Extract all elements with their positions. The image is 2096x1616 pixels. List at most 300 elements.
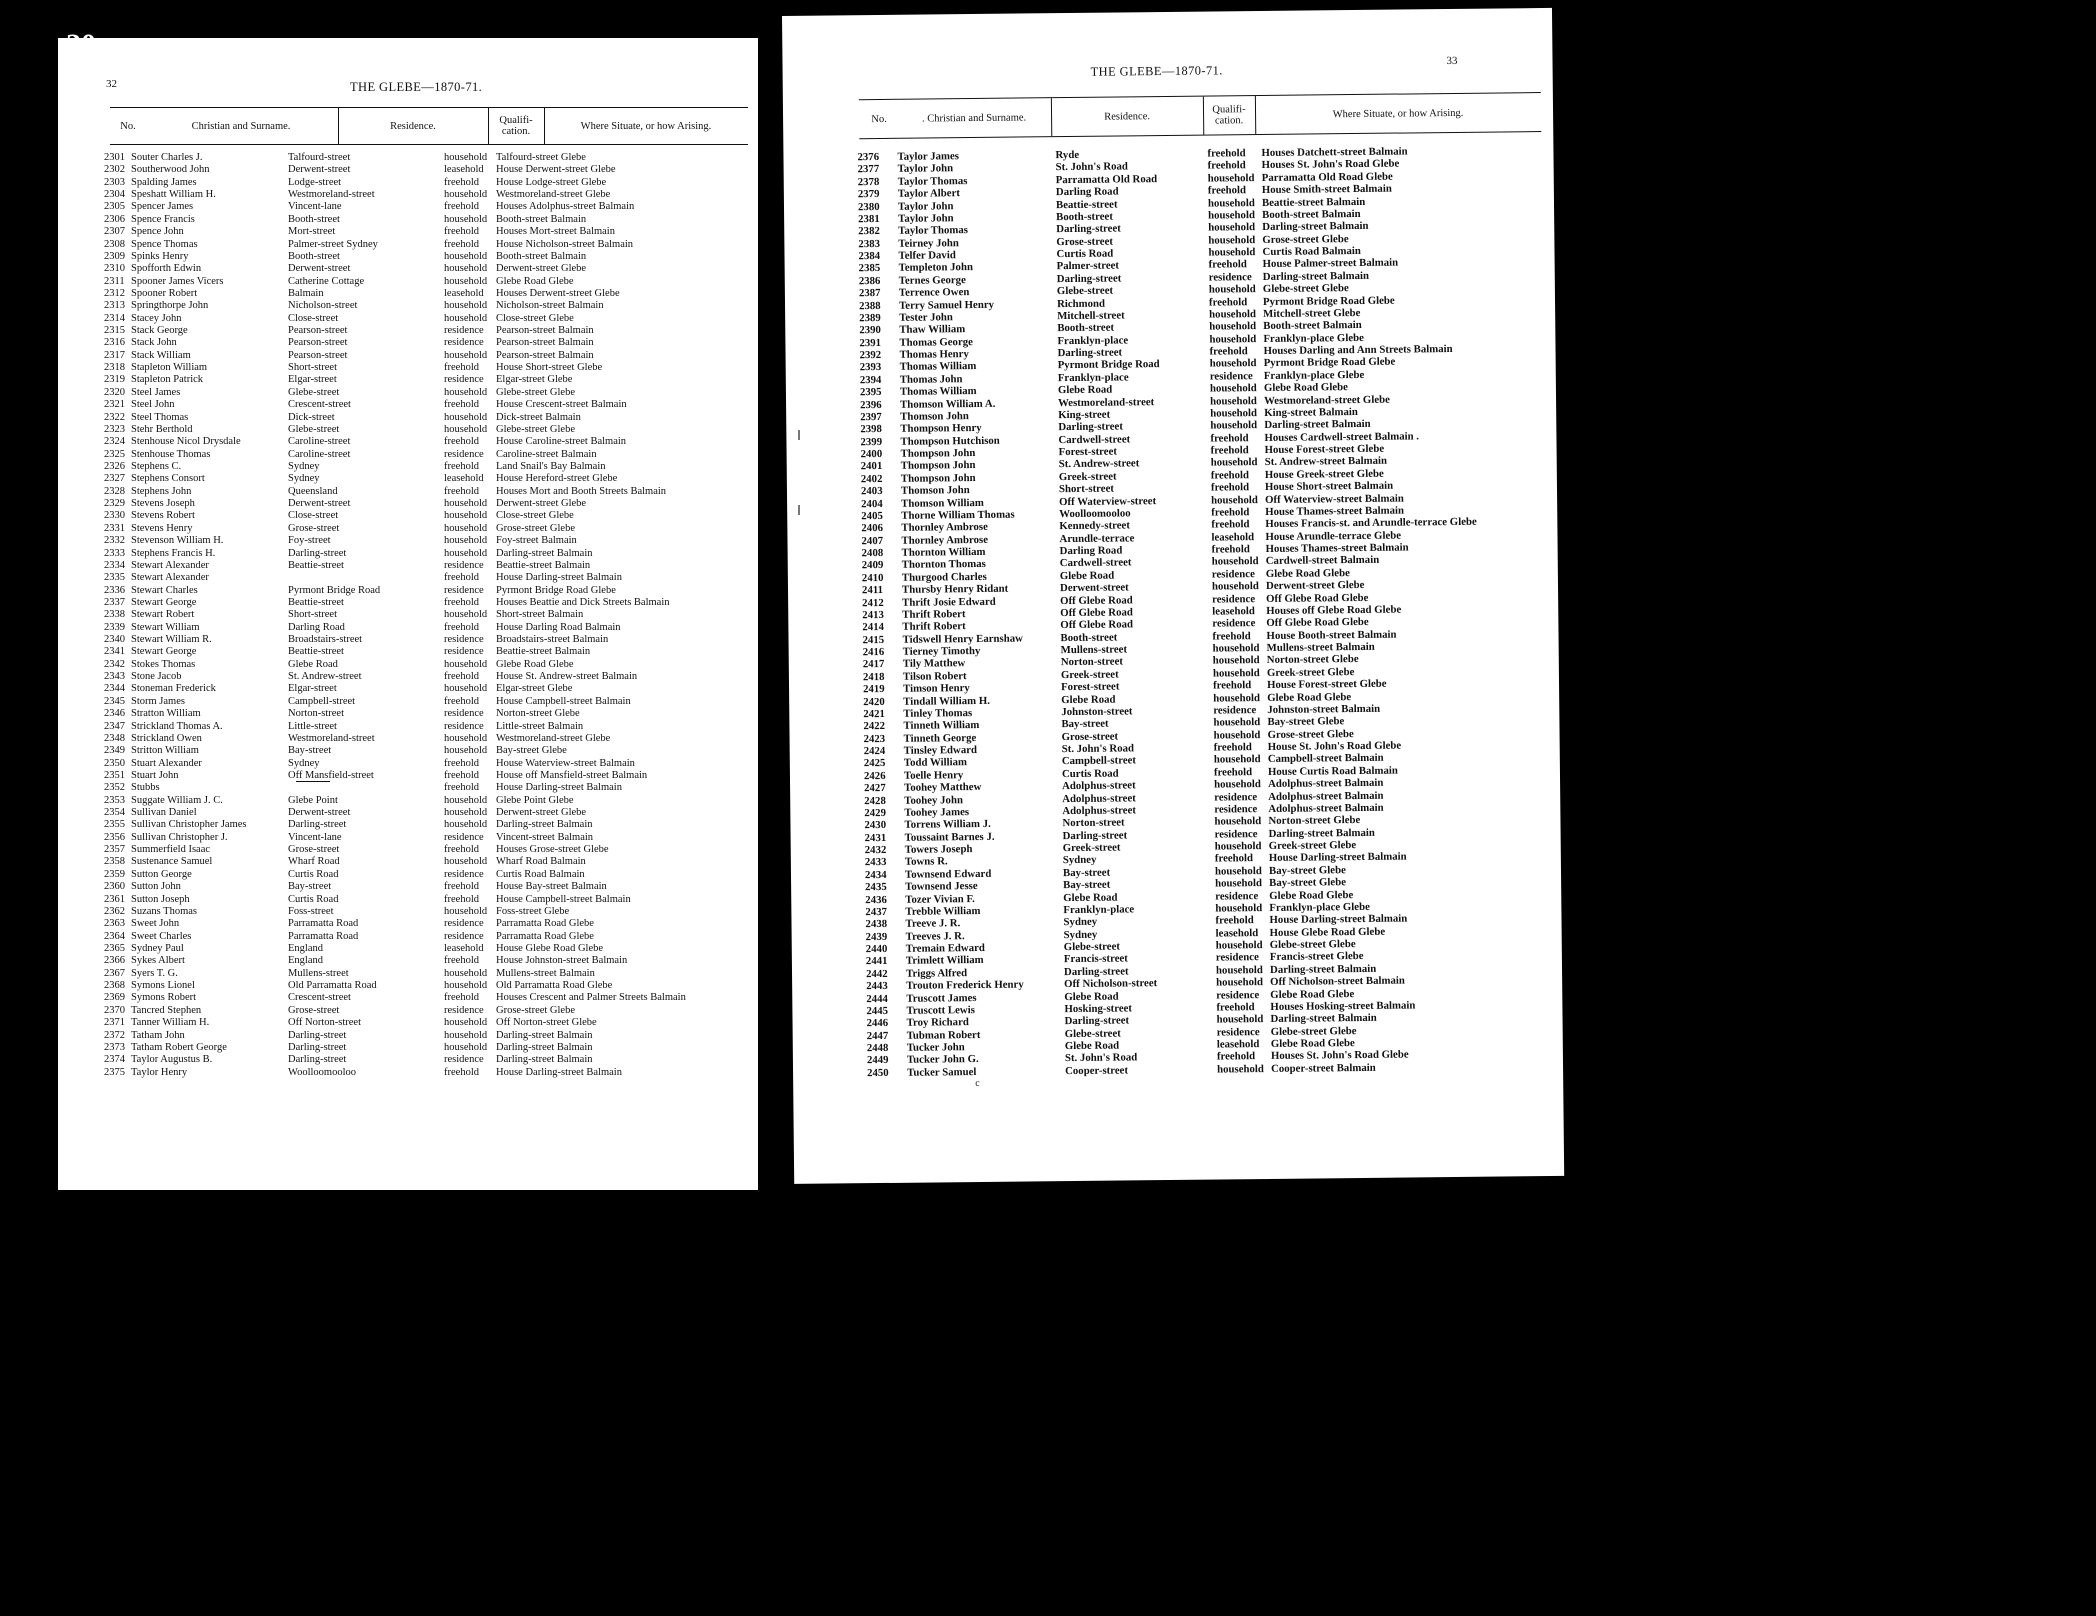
entry-name: Stratton William (131, 708, 201, 720)
entry-residence: Bay-street (288, 881, 332, 893)
entry-number: 2331 (104, 522, 125, 534)
entry-number: 2306 (104, 213, 125, 225)
entry-number: 2435 (865, 881, 887, 894)
entry-name: Townsend Edward (904, 867, 992, 881)
entry-where-situate: Elgar-street Glebe (496, 683, 573, 695)
entry-qualification: household (1215, 939, 1263, 952)
entry-residence: Glebe Road (1059, 569, 1115, 582)
entry-number: 2311 (104, 275, 125, 287)
list-item (104, 894, 754, 906)
entry-number: 2439 (865, 930, 888, 943)
entry-where-situate: Parramatta Old Road Glebe (1261, 170, 1393, 184)
entry-where-situate: Pyrmont Bridge Road Glebe (496, 584, 616, 596)
entry-where-situate: Grose-street Glebe (496, 1004, 576, 1016)
entry-where-situate: House Forest-street Glebe (1266, 677, 1387, 692)
entry-qualification: household (444, 498, 488, 510)
list-item (104, 189, 754, 201)
list-item (104, 683, 754, 695)
entry-number: 2383 (858, 237, 881, 250)
entry-name: Stewart Charles (131, 584, 198, 596)
entry-where-situate: House Palmer-street Balmain (1262, 256, 1399, 271)
entry-name: Stewart William R. (131, 634, 212, 646)
list-item (104, 646, 754, 658)
list-item (104, 177, 754, 189)
entry-residence: Hosking-street (1064, 1002, 1133, 1015)
entry-residence: Grose-street (1061, 730, 1119, 743)
entry-name: Stokes Thomas (131, 658, 196, 670)
header-residence: Residence. (1104, 110, 1151, 123)
entry-qualification: freehold (1215, 914, 1254, 927)
entry-qualification: household (1213, 716, 1261, 729)
entry-residence: Caroline-street (288, 448, 351, 460)
entry-where-situate: Houses Grose-street Glebe (496, 844, 609, 856)
entry-name: Troy Richard (906, 1016, 969, 1030)
page-title: THE GLEBE—1870-71. (1090, 63, 1223, 79)
entry-where-situate: Elgar-street Glebe (496, 374, 573, 386)
list-item (104, 733, 754, 745)
entry-number: 2445 (866, 1004, 889, 1018)
entry-name: Tinneth William (903, 719, 980, 733)
entry-qualification: household (1208, 233, 1256, 247)
right-page (782, 8, 1564, 1184)
entry-number: 2334 (104, 559, 125, 571)
entry-number: 2303 (104, 176, 125, 188)
entry-qualification: leasehold (444, 287, 484, 299)
entry-residence: Johnston-street (1061, 705, 1133, 718)
entry-qualification: household (1213, 728, 1261, 742)
entry-name: Tilson Robert (902, 669, 967, 683)
entry-where-situate: Derwent-street Glebe (1265, 579, 1365, 593)
entry-residence: Darling Road (1059, 544, 1123, 558)
entry-name: Strickland Thomas A. (131, 720, 223, 732)
entry-qualification: freehold (444, 399, 479, 411)
entry-number: 2346 (104, 708, 125, 720)
entry-residence: Pearson-street (288, 337, 348, 349)
list-item (104, 609, 754, 621)
entry-name: Sullivan Christopher J. (131, 831, 228, 843)
entry-name: Trebble William (905, 904, 981, 918)
entry-number: 2371 (104, 1017, 125, 1029)
entry-number: 2381 (858, 212, 880, 226)
list-item (104, 337, 754, 349)
entry-name: Tucker John (906, 1041, 965, 1054)
list-item (104, 955, 754, 967)
entry-name: Treeves J. R. (905, 929, 965, 943)
list-item (104, 226, 754, 238)
entry-residence: Westmoreland-street (288, 189, 375, 201)
entry-number: 2313 (104, 300, 125, 312)
entry-where-situate: House Campbell-street Balmain (496, 893, 631, 905)
entry-where-situate: House Campbell-street Balmain (496, 695, 631, 707)
entry-number: 2315 (104, 325, 125, 337)
entry-qualification: household (444, 683, 488, 695)
entry-residence: Greek-street (1062, 841, 1121, 855)
entry-name: Tidswell Henry Earnshaw (902, 632, 1023, 646)
entry-number: 2410 (861, 571, 884, 584)
entry-name: Sutton George (131, 868, 192, 880)
entry-residence: King-street (1058, 408, 1111, 422)
entry-number: 2378 (857, 175, 880, 188)
list-item (104, 992, 754, 1004)
entry-name: Sykes Albert (131, 955, 185, 967)
entry-name: Stephens C. (131, 460, 182, 472)
entry-qualification: household (1216, 1062, 1264, 1076)
entry-qualification: freehold (444, 596, 479, 608)
entry-where-situate: House Johnston-street Balmain (496, 955, 628, 967)
entry-where-situate: Adolphus-street Balmain (1268, 801, 1384, 815)
list-item (104, 943, 754, 955)
entry-where-situate: Bay-street Glebe (496, 745, 567, 757)
entry-number: 2305 (104, 201, 125, 213)
entry-qualification: household (1212, 666, 1260, 680)
entry-number: 2409 (861, 559, 884, 572)
entry-qualification: household (444, 312, 488, 324)
entry-where-situate: House Booth-street Balmain (1266, 628, 1397, 642)
entry-residence: Darling-street (1056, 272, 1122, 285)
entry-number: 2343 (104, 671, 125, 683)
entry-qualification: residence (444, 918, 484, 930)
list-item (104, 696, 754, 708)
entry-qualification: freehold (1214, 852, 1254, 865)
entry-where-situate: Beattie-street Balmain (1261, 195, 1366, 209)
entry-residence: Foss-street (288, 905, 334, 917)
entry-residence: Parramatta Road (288, 930, 359, 942)
entry-name: Timson Henry (902, 682, 970, 695)
entry-where-situate: Darling-street Balmain (1268, 826, 1375, 840)
entry-where-situate: Booth-street Balmain (496, 213, 587, 225)
entry-qualification: leasehold (1216, 1038, 1260, 1051)
entry-number: 2390 (859, 324, 881, 337)
entry-number: 2323 (104, 423, 125, 435)
entry-where-situate: Glebe Road Glebe (496, 275, 574, 287)
entry-residence: Grose-street (288, 844, 340, 856)
entry-where-situate: St. Andrew-street Balmain (1264, 455, 1388, 469)
entry-qualification: household (1208, 283, 1256, 296)
entry-where-situate: Pyrmont Bridge Road Glebe (1262, 294, 1395, 308)
entry-qualification: freehold (444, 176, 479, 188)
entry-residence: Crescent-street (288, 399, 351, 411)
entry-name: Spencer James (131, 201, 194, 213)
entry-name: Terrence Owen (898, 286, 970, 299)
list-item (104, 510, 754, 522)
entry-where-situate: Glebe Road Glebe (1265, 566, 1350, 580)
entry-number: 2369 (104, 992, 125, 1004)
entry-residence: Foy-street (288, 535, 331, 547)
entry-number: 2442 (865, 967, 888, 980)
list-item (104, 523, 754, 535)
list-item (104, 659, 754, 671)
entry-name: Stack William (131, 349, 191, 361)
entry-where-situate: Parramatta Road Glebe (496, 930, 594, 942)
entry-qualification: freehold (444, 695, 479, 707)
entry-where-situate: Beattie-street Balmain (496, 646, 591, 658)
entry-name: Stack George (131, 325, 188, 337)
list-item (104, 856, 754, 868)
list-item (104, 745, 754, 757)
entry-number: 2317 (104, 349, 125, 361)
entry-residence: Sydney (288, 757, 320, 769)
entry-residence: Cardwell-street (1059, 556, 1132, 570)
entry-where-situate: Westmoreland-street Glebe (496, 189, 611, 201)
entry-number: 2389 (859, 311, 881, 325)
entry-residence: Cooper-street (1064, 1064, 1129, 1077)
entry-qualification: household (444, 349, 488, 361)
entry-number: 2312 (104, 287, 125, 299)
entry-qualification: household (1215, 901, 1263, 915)
header-qualification: Qualifi- cation. (1212, 104, 1246, 127)
entry-where-situate: Mitchell-street Glebe (1263, 306, 1361, 320)
entry-name: Toohey Matthew (904, 781, 982, 794)
entry-residence: Sydney (1062, 854, 1097, 867)
entry-where-situate: Darling-street Balmain (496, 1029, 593, 1041)
entry-residence: Nicholson-street (288, 300, 358, 312)
entry-residence: England (288, 943, 323, 954)
entry-name: Sutton Joseph (131, 893, 190, 905)
entry-where-situate: Darling-street Balmain (1262, 269, 1370, 283)
entry-residence: Glebe Road (1064, 990, 1119, 1003)
entry-where-situate: House Curtis Road Balmain (1267, 764, 1398, 778)
entry-residence: Derwent-street (288, 263, 351, 275)
entry-name: Tucker Samuel (907, 1065, 977, 1079)
entry-name: Thomson John (900, 409, 969, 423)
entry-name: Stone Jacob (131, 671, 182, 683)
entry-residence: Sydney (288, 473, 320, 485)
entry-qualification: household (1214, 815, 1262, 828)
entry-number: 2407 (861, 534, 884, 547)
entry-number: 2400 (860, 447, 883, 461)
entry-qualification: household (1211, 580, 1259, 593)
entry-number: 2414 (862, 621, 885, 634)
entry-where-situate: Francis-street Glebe (1269, 950, 1364, 964)
entry-residence: Short-street (288, 609, 337, 621)
entry-where-situate: House Glebe Road Glebe (1269, 925, 1386, 939)
entry-where-situate: Houses Beattie and Dick Streets Balmain (496, 596, 670, 608)
entry-name: Spooner Robert (131, 287, 198, 299)
entry-qualification: freehold (1211, 518, 1250, 531)
entry-qualification: freehold (444, 844, 479, 856)
entry-where-situate: Broadstairs-street Balmain (496, 634, 609, 646)
entry-qualification: household (1212, 642, 1260, 655)
entry-where-situate: Pyrmont Bridge Road Glebe (1263, 355, 1396, 370)
entry-number: 2344 (104, 683, 125, 695)
list-item (104, 449, 754, 461)
list-item (104, 276, 754, 288)
entry-residence: Pyrmont Bridge Road (1057, 358, 1160, 372)
entry-number: 2301 (104, 152, 125, 163)
list-item (104, 782, 754, 794)
entry-qualification: residence (1214, 790, 1258, 804)
entry-name: Stapleton Patrick (131, 374, 204, 386)
entry-name: Tester John (899, 311, 953, 324)
entry-name: Stehr Berthold (131, 423, 193, 435)
entry-qualification: household (1213, 753, 1261, 766)
list-item (104, 239, 754, 251)
entry-where-situate: House Short-street Balmain (1264, 479, 1394, 494)
entry-number: 2322 (104, 411, 125, 423)
entry-name: Stevens Henry (131, 522, 193, 534)
entry-number: 2450 (867, 1066, 889, 1079)
entry-residence: Booth-street (1057, 321, 1115, 335)
entry-where-situate: Houses Cardwell-street Balmain . (1264, 429, 1420, 444)
entry-where-situate: Houses Derwent-street Glebe (496, 287, 620, 299)
list-item (104, 1017, 754, 1029)
entry-name: Trouton Frederick Henry (906, 978, 1024, 992)
entry-name: Tatham Robert George (131, 1041, 227, 1053)
entry-number: 2387 (858, 287, 881, 300)
entry-name: Summerfield Isaac (131, 844, 211, 856)
entry-where-situate: Glebe-street Glebe (496, 386, 576, 398)
entry-residence: Cardwell-street (1058, 433, 1131, 446)
entry-residence: Westmoreland-street (1058, 395, 1155, 409)
entry-number: 2434 (864, 868, 887, 881)
entry-where-situate: Darling-street Balmain (1270, 1012, 1377, 1026)
entry-where-situate: Booth-street Balmain (496, 250, 587, 262)
entry-name: Truscott Lewis (906, 1003, 975, 1017)
entry-where-situate: House St. John's Road Glebe (1267, 739, 1402, 753)
short-rule (296, 781, 330, 782)
entry-residence: Franklyn-place (1057, 334, 1129, 347)
entry-number: 2422 (863, 720, 886, 733)
entry-name: Sustenance Samuel (131, 856, 213, 868)
entry-number: 2423 (863, 732, 886, 745)
list-item (104, 436, 754, 448)
entry-number: 2394 (859, 373, 882, 386)
entry-residence: Grose-street (288, 1004, 340, 1016)
entry-qualification: residence (444, 448, 484, 460)
entry-name: Tremain Edward (905, 941, 985, 955)
entry-name: Stewart William (131, 621, 200, 633)
entry-number: 2302 (104, 164, 125, 176)
entry-residence: Booth-street (1056, 210, 1113, 224)
entry-name: Thompson John (900, 471, 976, 485)
entry-name: Toohey James (904, 805, 970, 819)
entry-where-situate: Westmoreland-street Glebe (496, 732, 611, 744)
entry-residence: Franklyn-place (1057, 371, 1129, 384)
entry-qualification: freehold (1212, 629, 1251, 643)
entry-where-situate: House St. Andrew-street Balmain (496, 671, 638, 683)
entry-where-situate: House Darling Road Balmain (496, 621, 621, 633)
list-item (104, 708, 754, 720)
list-item (104, 869, 754, 881)
entry-number: 2399 (860, 435, 883, 448)
entry-qualification: household (1214, 778, 1261, 791)
entry-name: Thomas William (899, 360, 977, 374)
entry-name: Taylor James (897, 150, 960, 163)
entry-number: 2342 (104, 658, 125, 670)
entry-where-situate: House Nicholson-street Balmain (496, 238, 634, 250)
header-name: Christian and Surname. (191, 120, 291, 132)
list-item (104, 634, 754, 646)
entry-qualification: household (444, 794, 488, 806)
entry-qualification: household (1215, 963, 1263, 977)
entry-qualification: freehold (444, 572, 479, 584)
list-item (104, 374, 754, 386)
entry-qualification: residence (444, 831, 484, 843)
entry-number: 2436 (865, 893, 887, 906)
entry-qualification: household (444, 263, 488, 275)
entry-name: Thompson Hutchison (900, 434, 1000, 448)
entry-qualification: household (444, 535, 488, 547)
entry-qualification: household (1215, 877, 1262, 890)
column-header-row (859, 92, 1541, 139)
entry-qualification: household (1208, 246, 1256, 259)
entry-name: Symons Robert (131, 992, 197, 1004)
entry-qualification: freehold (444, 881, 479, 893)
entry-residence: Wharf Road (288, 856, 340, 868)
entry-where-situate: Franklyn-place Glebe (1263, 331, 1364, 345)
list-item (104, 918, 754, 930)
entry-qualification: residence (444, 559, 484, 571)
entry-residence: Beattie-street (288, 646, 344, 658)
entry-residence: Glebe-street (1063, 940, 1120, 954)
entry-residence: Mort-street (288, 226, 336, 238)
entry-residence: Parramatta Old Road (1055, 172, 1158, 186)
entry-qualification: household (1213, 691, 1261, 705)
entry-residence: Mullens-street (288, 967, 349, 979)
entry-number: 2447 (866, 1029, 889, 1042)
gutter-mark (798, 430, 800, 440)
entry-name: Stenhouse Nicol Drysdale (131, 436, 241, 448)
entry-number: 2335 (104, 572, 125, 584)
entry-qualification: household (1207, 171, 1255, 185)
entry-qualification: freehold (444, 485, 479, 497)
left-page (58, 38, 758, 1190)
entry-residence: Pearson-street (288, 349, 348, 361)
entry-qualification: freehold (444, 671, 479, 683)
entry-where-situate: Old Parramatta Road Glebe (496, 980, 613, 992)
entry-qualification: household (444, 856, 488, 868)
entry-where-situate: House Lodge-street Glebe (496, 176, 607, 188)
entry-where-situate: Darling-street Balmain (496, 1041, 593, 1053)
entry-number: 2413 (862, 608, 884, 622)
entry-qualification: leasehold (1215, 926, 1259, 940)
entry-where-situate: House Thames-street Balmain (1265, 504, 1405, 518)
entry-where-situate: Grose-street Glebe (1267, 727, 1354, 741)
entry-residence: Queensland (288, 485, 338, 497)
entry-where-situate: House Glebe Road Glebe (496, 943, 604, 954)
entry-name: Speshatt William H. (131, 189, 216, 201)
entry-residence: Curtis Road (1056, 247, 1114, 261)
entry-where-situate: Bay-street Glebe (1269, 876, 1347, 890)
list-item (104, 807, 754, 819)
entry-where-situate: Cooper-street Balmain (1270, 1061, 1376, 1075)
header-residence: Residence. (390, 120, 436, 132)
entry-number: 2364 (104, 930, 125, 942)
list-item (104, 362, 754, 374)
entry-number: 2404 (861, 497, 883, 510)
entry-where-situate: Pearson-street Balmain (496, 349, 594, 361)
entry-qualification: freehold (1213, 765, 1253, 779)
entry-name: Thomas Henry (899, 348, 969, 361)
entry-number: 2354 (104, 807, 125, 819)
entry-number: 2384 (858, 249, 881, 263)
list-item (104, 819, 754, 831)
entry-number: 2319 (104, 374, 125, 386)
entry-number: 2428 (864, 794, 886, 807)
entry-number: 2385 (858, 262, 881, 275)
entry-name: Thomas William (899, 385, 977, 398)
list-item (104, 486, 754, 498)
entry-name: Thurgood Charles (901, 570, 987, 584)
entry-name: Todd William (903, 756, 968, 770)
entry-residence: Sydney (1063, 916, 1098, 929)
entry-residence: Off Glebe Road (1060, 618, 1134, 632)
entry-where-situate: Darling-street Balmain (1264, 418, 1371, 432)
entry-where-situate: Johnston-street Balmain (1267, 702, 1381, 716)
entry-number: 2402 (860, 472, 883, 485)
entry-residence: Adolphus-street (1062, 804, 1136, 817)
entry-qualification: household (444, 1029, 488, 1041)
